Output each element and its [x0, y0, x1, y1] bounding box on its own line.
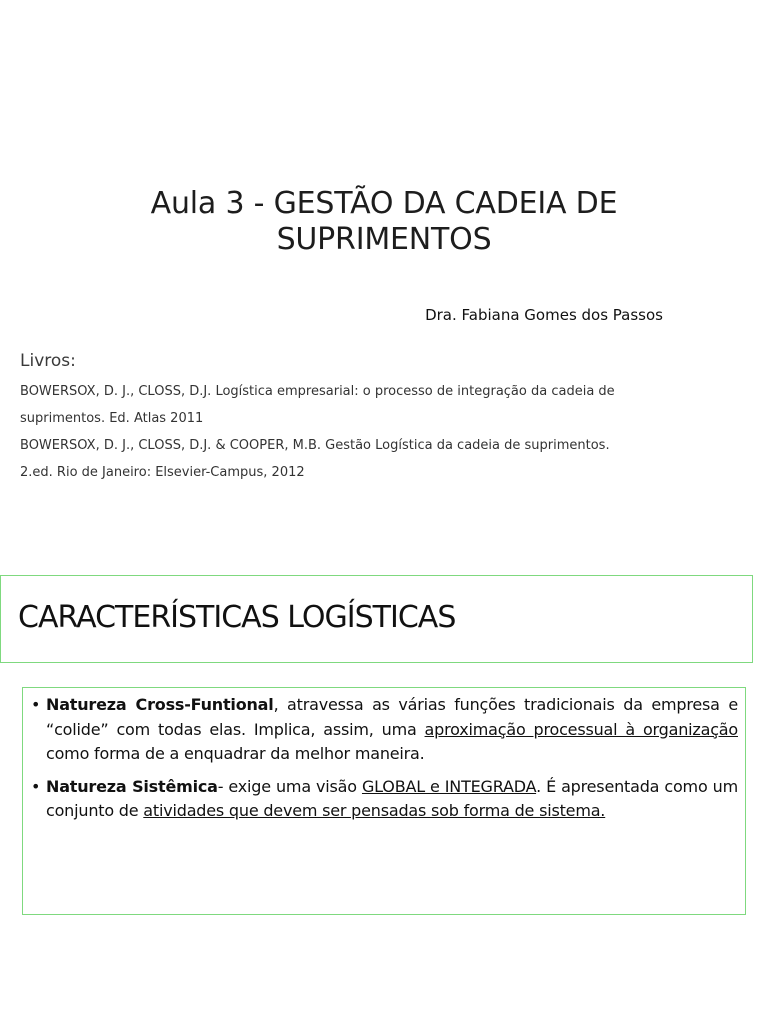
bullet-icon: •	[31, 776, 41, 796]
characteristics-content-box	[22, 687, 746, 915]
book-reference-line: BOWERSOX, D. J., CLOSS, D.J. & COOPER, M.B. Gestão Logística da cadeia de suprimentos.	[20, 438, 610, 453]
book-reference-line: BOWERSOX, D. J., CLOSS, D.J. Logística empresarial: o processo de integração da cadeia de	[20, 384, 615, 399]
bullet-1-text-1: , atravessa as várias funções tradicionais da empresa e “colide” com todas elas. Implica, assim, uma	[46, 695, 739, 739]
list-item-cross-functional	[31, 693, 738, 767]
author-name: Dra. Fabiana Gomes dos Passos	[425, 306, 663, 324]
slide-title-line-2: SUPRIMENTOS	[276, 222, 492, 257]
bullet-2-text-2: . É apresentada como um conjunto de	[46, 776, 738, 820]
slide-title	[0, 186, 768, 258]
bullet-1-underlined: aproximação processual à organização	[424, 719, 738, 739]
books-heading: Livros:	[20, 351, 76, 371]
bullet-2-underlined-1: GLOBAL e INTEGRADA	[361, 776, 537, 796]
bullet-2-bold: Natureza Sistêmica	[46, 776, 218, 796]
bullet-2-text-1: - exige uma visão	[217, 776, 362, 796]
bullet-1-bold: Natureza Cross-Funtional	[46, 695, 274, 714]
book-reference-line: suprimentos. Ed. Atlas 2011	[20, 411, 204, 426]
characteristics-heading-box	[0, 575, 753, 663]
book-reference-line: 2.ed. Rio de Janeiro: Elsevier-Campus, 2012	[20, 465, 305, 480]
characteristics-list	[31, 693, 738, 832]
characteristics-heading: CARACTERÍSTICAS LOGÍSTICAS	[18, 600, 456, 635]
bullet-1-text-2: como forma de a enquadrar da melhor maneira.	[46, 744, 425, 763]
bullet-2-underlined-2: atividades que devem ser pensadas sob forma de sistema.	[143, 801, 606, 820]
slide-title-line-1: Aula 3 - GESTÃO DA CADEIA DE	[150, 186, 618, 221]
list-item-systemic	[31, 775, 738, 824]
books-section	[20, 350, 720, 486]
bullet-icon: •	[31, 695, 41, 714]
